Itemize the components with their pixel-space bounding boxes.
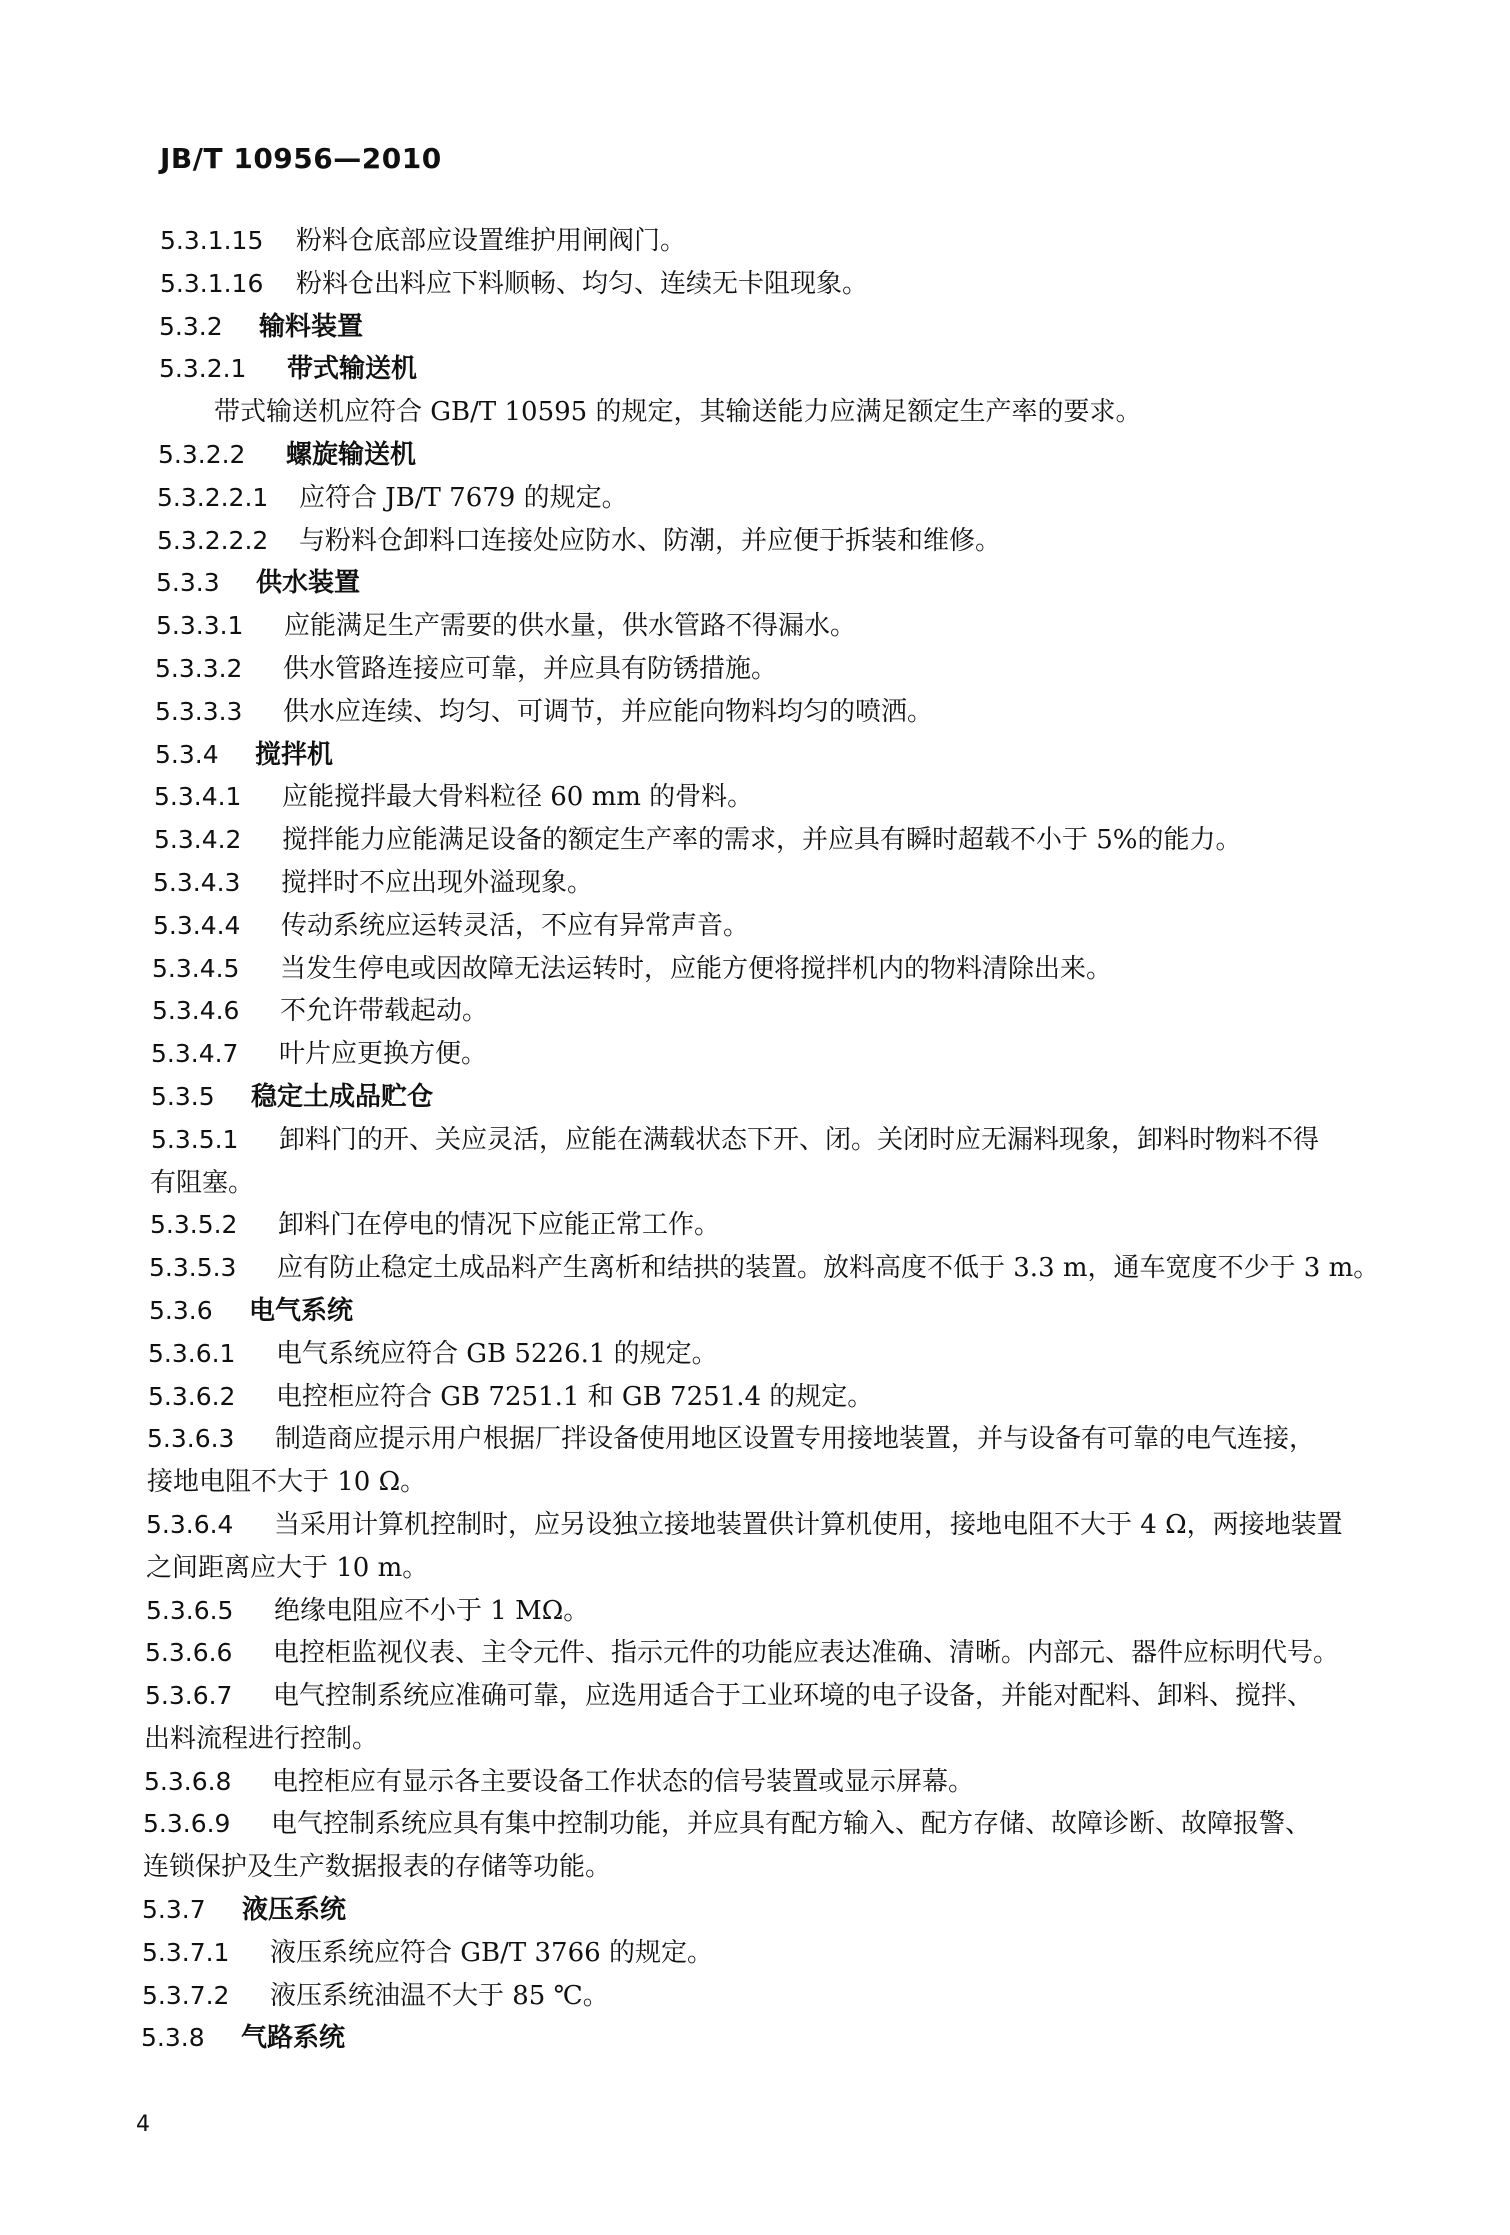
clause-line bbox=[0, 905, 1510, 948]
clause-number: 5.3.3.1 bbox=[156, 611, 244, 641]
section-heading bbox=[0, 734, 1510, 777]
clause-text: 液压系统 bbox=[242, 1895, 347, 1926]
section-heading bbox=[0, 562, 1510, 605]
clause-number: 5.3.4 bbox=[155, 739, 219, 769]
page-number: 4 bbox=[136, 2112, 150, 2137]
clause-text: 接地电阻不大于 10 Ω。 bbox=[147, 1467, 427, 1498]
clause-line bbox=[0, 648, 1510, 691]
clause-text: 应符合 JB/T 7679 的规定。 bbox=[299, 482, 628, 513]
clause-line bbox=[0, 1590, 1510, 1633]
clause-text: 叶片应更换方便。 bbox=[279, 1039, 488, 1070]
clause-text: 绝缘电阻应不小于 1 MΩ。 bbox=[274, 1595, 590, 1626]
standard-code: JB/T 10956—2010 bbox=[160, 142, 442, 175]
clause-number: 5.3.6.6 bbox=[145, 1638, 233, 1668]
section-heading bbox=[0, 1889, 1510, 1932]
clause-text: 连锁保护及生产数据报表的存储等功能。 bbox=[143, 1852, 612, 1883]
clause-line bbox=[0, 605, 1510, 648]
clause-number: 5.3.6.1 bbox=[148, 1338, 236, 1368]
clause-line bbox=[0, 1975, 1510, 2018]
clause-text: 制造商应提示用户根据厂拌设备使用地区设置专用接地装置，并与设备有可靠的电气连接， bbox=[275, 1424, 1316, 1455]
document-body bbox=[0, 220, 1510, 2060]
clause-text: 气路系统 bbox=[241, 2023, 346, 2054]
clause-text: 粉料仓出料应下料顺畅、均匀、连续无卡阻现象。 bbox=[296, 268, 869, 299]
clause-number: 5.3.1.15 bbox=[160, 226, 264, 255]
clause-number: 5.3.3.3 bbox=[155, 696, 243, 726]
clause-text: 粉料仓底部应设置维护用闸阀门。 bbox=[296, 226, 687, 256]
section-heading bbox=[0, 348, 1510, 391]
clause-number: 5.3.7 bbox=[142, 1895, 206, 1925]
clause-number: 5.3.2 bbox=[159, 311, 223, 341]
clause-text: 应有防止稳定土成品料产生离析和结拱的装置。放料高度不低于 3.3 m，通车宽度不少于 3 m。 bbox=[277, 1253, 1380, 1284]
clause-line bbox=[0, 1761, 1510, 1804]
clause-text: 卸料门在停电的情况下应能正常工作。 bbox=[278, 1210, 721, 1241]
clause-line bbox=[0, 776, 1510, 819]
clause-text: 带式输送机 bbox=[287, 354, 418, 385]
clause-text: 不允许带载起动。 bbox=[280, 996, 489, 1027]
clause-line bbox=[0, 862, 1510, 905]
clause-number: 5.3.4.1 bbox=[154, 782, 242, 812]
clause-text: 电气控制系统应具有集中控制功能，并应具有配方输入、配方存储、故障诊断、故障报警、 bbox=[271, 1809, 1312, 1840]
clause-number: 5.3.4.5 bbox=[152, 953, 240, 983]
clause-line bbox=[0, 1119, 1510, 1162]
clause-number: 5.3.6.9 bbox=[143, 1809, 231, 1839]
continuation-line bbox=[0, 1846, 1510, 1889]
clause-text: 电控柜应符合 GB 7251.1 和 GB 7251.4 的规定。 bbox=[276, 1381, 874, 1412]
clause-number: 5.3.6.2 bbox=[148, 1381, 236, 1411]
clause-line bbox=[0, 1418, 1510, 1461]
clause-line bbox=[0, 263, 1510, 306]
clause-text: 传动系统应运转灵活，不应有异常声音。 bbox=[281, 910, 750, 941]
clause-line bbox=[0, 1675, 1510, 1718]
clause-text: 搅拌时不应出现外溢现象。 bbox=[281, 867, 594, 898]
clause-text: 稳定土成品贮仓 bbox=[251, 1081, 434, 1112]
clause-text: 液压系统油温不大于 85 ℃。 bbox=[270, 1980, 609, 2011]
clause-text: 有阻塞。 bbox=[150, 1167, 255, 1198]
section-heading bbox=[0, 306, 1510, 349]
paragraph-line bbox=[0, 391, 1510, 434]
clause-text: 之间距离应大于 10 m。 bbox=[146, 1552, 429, 1583]
clause-number: 5.3.5 bbox=[151, 1081, 215, 1111]
clause-line bbox=[0, 1204, 1510, 1247]
clause-text: 电气系统应符合 GB 5226.1 的规定。 bbox=[276, 1338, 718, 1369]
clause-number: 5.3.5.2 bbox=[150, 1210, 238, 1240]
clause-line bbox=[0, 520, 1510, 563]
clause-text: 输料装置 bbox=[259, 311, 364, 342]
clause-number: 5.3.2.2 bbox=[158, 439, 246, 469]
clause-text: 电气控制系统应准确可靠，应选用适合于工业环境的电子设备，并能对配料、卸料、搅拌、 bbox=[273, 1681, 1314, 1712]
clause-text: 出料流程进行控制。 bbox=[144, 1723, 379, 1754]
clause-text: 供水装置 bbox=[256, 568, 361, 599]
clause-number: 5.3.6.7 bbox=[145, 1681, 233, 1711]
clause-number: 5.3.4.7 bbox=[151, 1039, 239, 1069]
clause-text: 搅拌能力应能满足设备的额定生产率的需求，并应具有瞬时超载不小于 5%的能力。 bbox=[282, 825, 1242, 856]
clause-number: 5.3.2.2.2 bbox=[157, 525, 269, 555]
clause-line bbox=[0, 1247, 1510, 1290]
clause-number: 5.3.8 bbox=[141, 2023, 205, 2053]
clause-number: 5.3.1.16 bbox=[160, 268, 264, 298]
clause-number: 5.3.4.3 bbox=[153, 867, 241, 897]
clause-line bbox=[0, 948, 1510, 991]
clause-number: 5.3.7.1 bbox=[142, 1937, 230, 1967]
clause-number: 5.3.5.1 bbox=[151, 1124, 239, 1154]
continuation-line bbox=[0, 1718, 1510, 1761]
clause-text: 电气系统 bbox=[249, 1295, 354, 1326]
clause-number: 5.3.6 bbox=[149, 1295, 213, 1325]
clause-line bbox=[0, 691, 1510, 734]
section-heading bbox=[0, 1290, 1510, 1333]
clause-line bbox=[0, 220, 1510, 263]
clause-number: 5.3.6.3 bbox=[147, 1424, 235, 1454]
clause-text: 应能搅拌最大骨料粒径 60 mm 的骨料。 bbox=[282, 782, 754, 813]
clause-number: 5.3.2.2.1 bbox=[157, 482, 269, 512]
clause-text: 卸料门的开、关应灵活，应能在满载状态下开、闭。关闭时应无漏料现象，卸料时物料不得 bbox=[279, 1124, 1320, 1155]
continuation-line bbox=[0, 1162, 1510, 1205]
clause-text: 当发生停电或因故障无法运转时，应能方便将搅拌机内的物料清除出来。 bbox=[280, 953, 1113, 984]
clause-line bbox=[0, 1632, 1510, 1675]
clause-text: 电控柜监视仪表、主令元件、指示元件的功能应表达准确、清晰。内部元、器件应标明代号。 bbox=[273, 1638, 1340, 1669]
clause-text: 与粉料仓卸料口连接处应防水、防潮，并应便于拆装和维修。 bbox=[299, 525, 1002, 556]
clause-line bbox=[0, 1803, 1510, 1846]
clause-text: 液压系统应符合 GB/T 3766 的规定。 bbox=[270, 1937, 713, 1968]
clause-number: 5.3.7.2 bbox=[142, 1980, 230, 2010]
clause-number: 5.3.5.3 bbox=[149, 1253, 237, 1283]
clause-line bbox=[0, 1033, 1510, 1076]
clause-text: 应能满足生产需要的供水量，供水管路不得漏水。 bbox=[284, 611, 857, 642]
clause-line bbox=[0, 990, 1510, 1033]
clause-number: 5.3.6.8 bbox=[144, 1766, 232, 1796]
clause-line bbox=[0, 1932, 1510, 1975]
clause-text: 当采用计算机控制时，应另设独立接地装置供计算机使用，接地电阻不大于 4 Ω，两接地装置 bbox=[274, 1509, 1343, 1540]
clause-line bbox=[0, 1504, 1510, 1547]
clause-number: 5.3.6.5 bbox=[146, 1595, 234, 1625]
clause-number: 5.3.3 bbox=[156, 568, 220, 598]
continuation-line bbox=[0, 1547, 1510, 1590]
clause-text: 电控柜应有显示各主要设备工作状态的信号装置或显示屏幕。 bbox=[272, 1766, 975, 1797]
clause-line bbox=[0, 1333, 1510, 1376]
clause-text: 带式输送机应符合 GB/T 10595 的规定，其输送能力应满足额定生产率的要求。 bbox=[214, 397, 1142, 428]
clause-text: 供水应连续、均匀、可调节，并应能向物料均匀的喷洒。 bbox=[283, 696, 934, 727]
clause-number: 5.3.4.4 bbox=[153, 910, 241, 940]
clause-line bbox=[0, 1376, 1510, 1419]
clause-number: 5.3.2.1 bbox=[159, 354, 247, 384]
section-heading bbox=[0, 1076, 1510, 1119]
section-heading bbox=[0, 2017, 1510, 2060]
clause-number: 5.3.4.6 bbox=[152, 996, 240, 1026]
clause-number: 5.3.4.2 bbox=[154, 825, 242, 855]
clause-line bbox=[0, 819, 1510, 862]
clause-number: 5.3.3.2 bbox=[155, 653, 243, 683]
clause-text: 供水管路连接应可靠，并应具有防锈措施。 bbox=[283, 653, 778, 684]
clause-number: 5.3.6.4 bbox=[146, 1509, 234, 1539]
clause-text: 搅拌机 bbox=[255, 739, 334, 770]
continuation-line bbox=[0, 1461, 1510, 1504]
section-heading bbox=[0, 434, 1510, 477]
clause-line bbox=[0, 477, 1510, 520]
clause-text: 螺旋输送机 bbox=[286, 439, 417, 470]
